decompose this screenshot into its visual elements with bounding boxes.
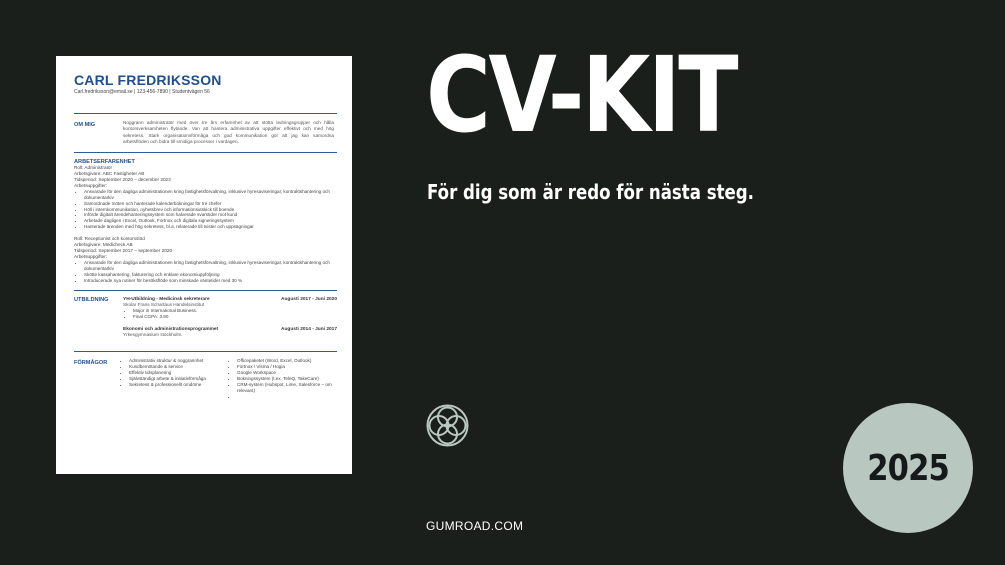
- list-item: • Skötte kassahantering, fakturering och enklare ekonomiuppföljning: [84, 272, 337, 278]
- education-title: YH-Utbildning - Medicinsk sekreterare: [123, 297, 210, 303]
- list-item: • Ansvarade för den dagliga administrationen kring fastighetsförvaltning, inklusive hyresaviseringar, kontraktshantering och dokumentarkiv: [84, 189, 337, 201]
- skills-section: [74, 358, 337, 400]
- education-dates: Augusti 2017 - Juni 2020: [281, 297, 337, 303]
- list-item: • Major in International Business.: [133, 308, 337, 314]
- list-item: • Kundbemötande & service: [129, 364, 231, 370]
- list-item: • Arbetade dagligen i Excel, Outlook, Fortnox och digitala signeringssystem: [84, 218, 337, 224]
- year-badge: [843, 403, 973, 533]
- hero-title: CV-KIT: [426, 34, 736, 156]
- cv-preview: [56, 56, 352, 474]
- job-entry: [74, 236, 337, 283]
- list-item: • Fortnox / Visma / Hogia: [237, 364, 339, 370]
- list-item: • Samordnade möten och hanterade kalenderbokningar för tre chefer: [84, 201, 337, 207]
- list-item: • Google Workspace: [237, 370, 339, 376]
- list-item: • Självständigt arbete & initiativförmåga: [129, 376, 231, 382]
- experience-section: [74, 159, 337, 283]
- divider: [74, 152, 337, 153]
- job-employer: Arbetsgivare: ABC Fastigheter AB: [74, 171, 145, 177]
- skills-list-left: [123, 358, 231, 388]
- list-item: • Hanterade ärenden med hög sekretess, bl.a. relaterade till tvister och uppsägningar: [84, 224, 337, 230]
- education-details: [123, 308, 337, 320]
- job-employer: Arbetsgivare: Medicheck AB: [74, 242, 133, 248]
- cv-name: CARL FREDRIKSSON: [74, 72, 222, 88]
- interlocking-circles-icon: [425, 403, 470, 448]
- skills-list-right: [231, 358, 339, 400]
- education-section: [74, 297, 337, 338]
- job-task-list: [74, 260, 337, 284]
- education-title: Ekonomi och administrationsprogrammet: [123, 327, 219, 333]
- about-text: Noggrann administratör med över tre års erfarenhet av att stötta ledningsgrupper och hålla kontorsverksamheten flytande. Van att hantera administrativa uppgifter effektivt och med hög sekretess. Stark organisationsförmåga och god kommunikation gör att jag kan samordna arbetsflöden och bidra till smidiga processer i vardagen.: [123, 120, 334, 144]
- education-dates: Augusti 2014 - Juni 2017: [281, 327, 337, 333]
- list-item: [237, 394, 339, 400]
- divider: [74, 290, 337, 291]
- list-item: • Effektiv tidsplanering: [129, 370, 231, 376]
- job-entry: [74, 165, 337, 230]
- list-item: • Ansvarade för den dagliga administrationen kring fastighetsförvaltning, inklusive hyresaviseringar, kontraktshantering och dokumentarkiv: [84, 260, 337, 272]
- education-heading: UTBILDNING: [74, 297, 109, 304]
- job-task-list: [74, 189, 337, 230]
- job-tasks-label: Arbetsuppgifter:: [74, 253, 108, 259]
- education-school: Yrkesgymnasium stockholm.: [123, 332, 183, 338]
- about-section: [74, 120, 337, 145]
- job-period: Tidsperiod: September 2020 – december 2023: [74, 177, 171, 182]
- divider: [74, 113, 337, 114]
- experience-heading: ARBETSERFARENHET: [74, 159, 135, 166]
- job-role: Roll: Receptionist och kontorsstöd: [74, 236, 145, 242]
- list-item: • Officepaketet (Word, Excel, Outlook): [237, 358, 339, 364]
- list-item: • Höll i internkommunikation, nyhetsbrev och informationsutskick till boende: [84, 207, 337, 213]
- job-period: Tidsperiod: September 2017 – september 2020: [74, 247, 173, 253]
- divider: [74, 351, 337, 352]
- hero-subtitle: För dig som är redo för nästa steg.: [427, 180, 754, 204]
- list-item: • Final CGPA: 3.90: [133, 314, 337, 320]
- education-school: Skolar Frans Schartaus Handelsinstitut: [123, 302, 205, 308]
- list-item: • Införde digitalt ärendehanteringssystem som halverade svarstider mot kund: [84, 212, 337, 218]
- year-text: 2025: [867, 447, 949, 489]
- list-item: • Administrativ struktur & noggrannhet: [129, 358, 231, 364]
- about-heading: OM MIG: [74, 122, 96, 128]
- footer-url: GUMROAD.COM: [426, 519, 524, 533]
- job-role: Roll: Administratör: [74, 165, 113, 171]
- list-item: • CRM-system (Hubspot, Lime, Salesforce – om relevant): [237, 382, 339, 394]
- cv-contact: Carl.fredriksson@email.se | 123-456-7890 | Studentvägen 56: [74, 89, 210, 95]
- list-item: • Sekretess & professionellt omdöme: [129, 382, 231, 388]
- skills-heading: FÖRMÅGOR: [74, 360, 108, 367]
- job-tasks-label: Arbetsuppgifter:: [74, 182, 108, 188]
- list-item: • Introducerade nya rutiner för besöksflöde som minskade väntetider med 30 %: [84, 278, 337, 284]
- list-item: • Bokningssystem (t.ex. TeleQ, TakeCare): [237, 376, 339, 382]
